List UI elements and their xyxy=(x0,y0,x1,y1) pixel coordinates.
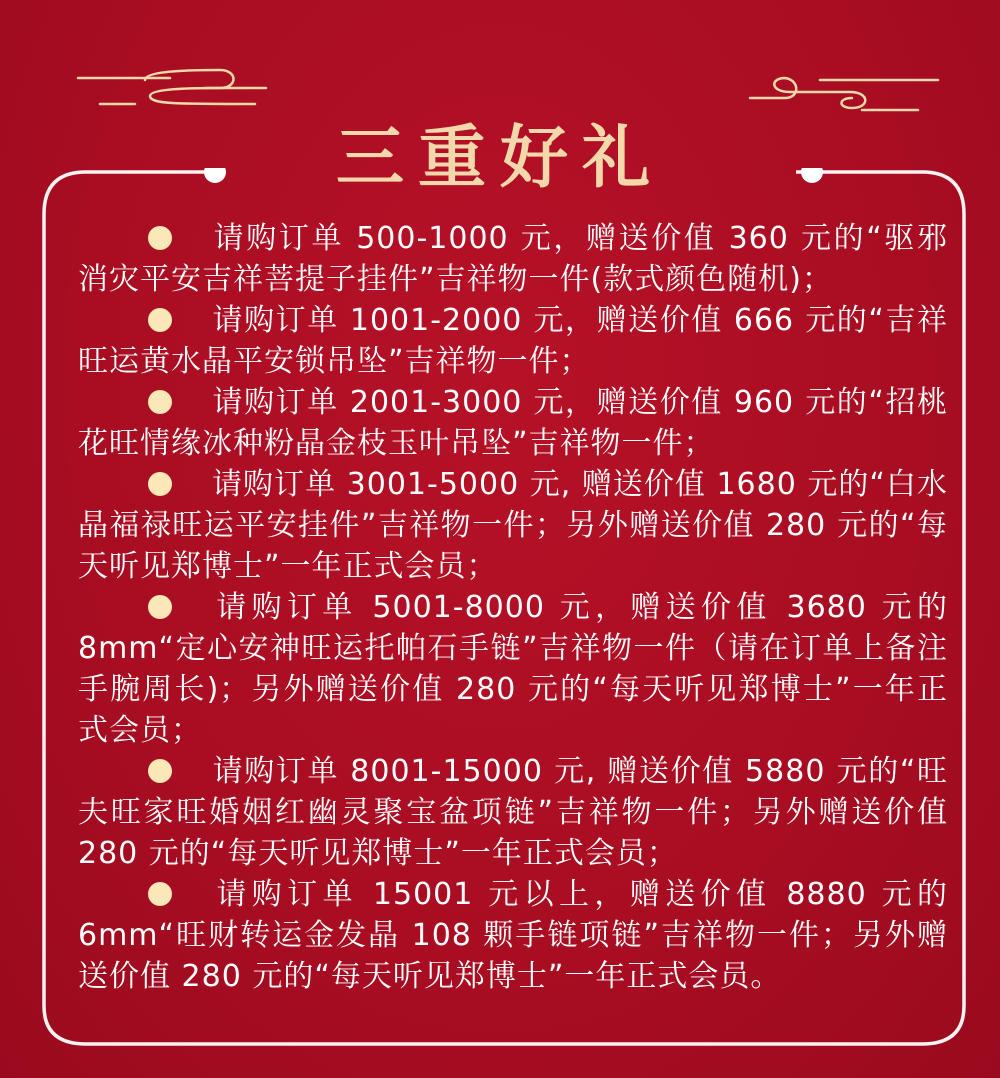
bullet-icon xyxy=(148,595,172,619)
list-item xyxy=(78,382,948,464)
list-item xyxy=(78,751,948,874)
item-text: 请购订单 500-1000 元，赠送价值 360 元的“驱邪消灾平安吉祥菩提子挂件”吉祥物一件(款式颜色随机)； xyxy=(78,221,948,297)
list-item xyxy=(78,300,948,382)
left-cloud-ornament xyxy=(78,70,266,104)
item-text: 请购订单 8001-15000 元, 赠送价值 5880 元的“旺夫旺家旺婚姻红幽灵聚宝盆项链”吉祥物一件；另外赠送价值 280 元的“每天听见郑博士”一年正式会员； xyxy=(78,754,948,871)
bullet-icon xyxy=(148,226,172,250)
bullet-icon xyxy=(148,759,172,783)
item-text: 请购订单 1001-2000 元，赠送价值 666 元的“吉祥旺运黄水晶平安锁吊坠”吉祥物一件； xyxy=(78,303,948,379)
list-item xyxy=(78,464,948,587)
page-title: 三重好礼 xyxy=(335,118,664,198)
item-text: 请购订单 2001-3000 元，赠送价值 960 元的“招桃花旺情缘冰种粉晶金枝玉叶吊坠”吉祥物一件； xyxy=(78,385,948,461)
right-cloud-ornament xyxy=(750,78,938,110)
item-text: 请购订单 5001-8000 元，赠送价值 3680 元的 8mm“定心安神旺运托帕石手链”吉祥物一件（请在订单上备注手腕周长)；另外赠送价值 280 元的“每天听见郑博士”一年正式会员； xyxy=(78,590,948,748)
gift-list xyxy=(78,218,948,997)
bullet-icon xyxy=(148,390,172,414)
bullet-icon xyxy=(148,308,172,332)
item-text: 请购订单 15001 元以上，赠送价值 8880 元的 6mm“旺财转运金发晶 108 颗手链项链”吉祥物一件；另外赠送价值 280 元的“每天听见郑博士”一年正式会员。 xyxy=(78,877,948,994)
bullet-icon xyxy=(148,882,172,906)
bullet-icon xyxy=(148,472,172,496)
list-item xyxy=(78,218,948,300)
list-item xyxy=(78,587,948,751)
list-item xyxy=(78,874,948,997)
item-text: 请购订单 3001-5000 元, 赠送价值 1680 元的“白水晶福禄旺运平安挂件”吉祥物一件；另外赠送价值 280 元的“每天听见郑博士”一年正式会员； xyxy=(78,467,948,584)
